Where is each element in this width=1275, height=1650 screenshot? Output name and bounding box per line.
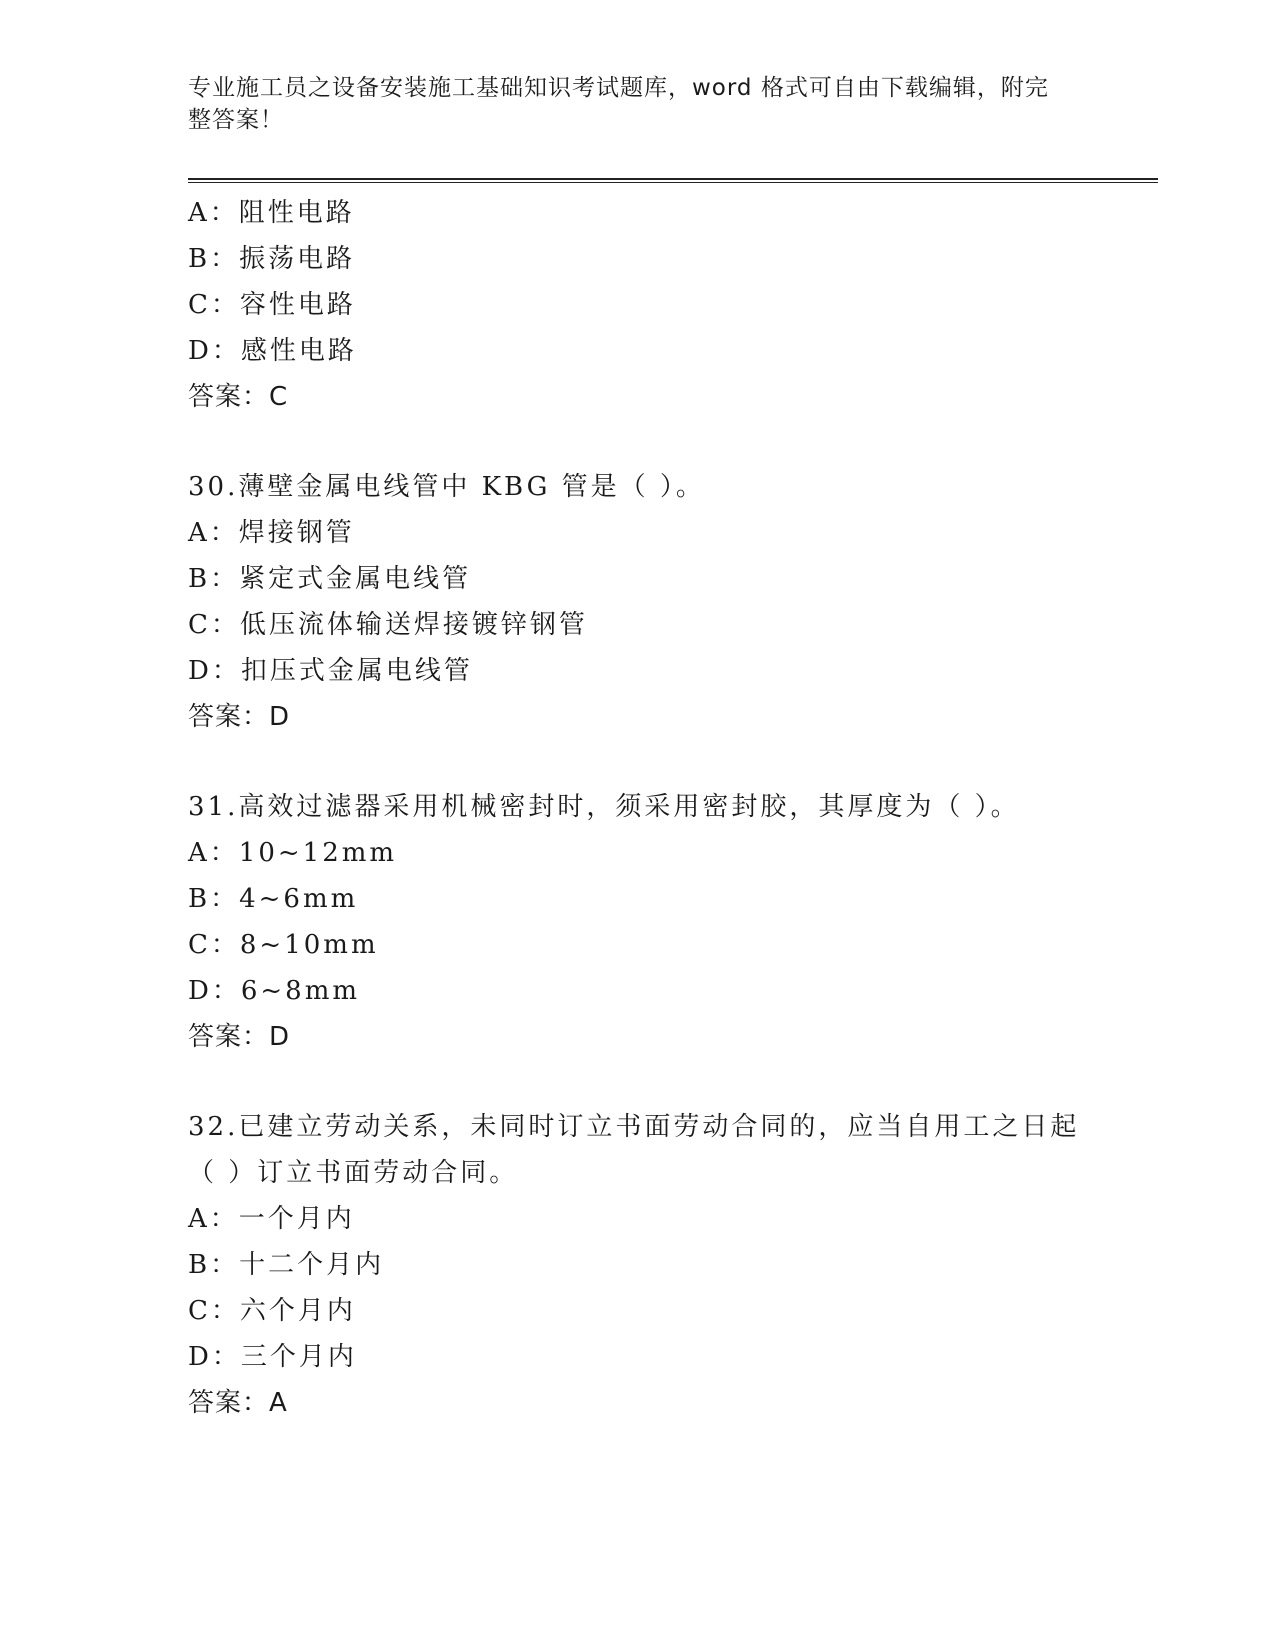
q32-option-c: C：六个月内: [188, 1296, 356, 1326]
question-body: [188, 190, 1138, 1426]
header-line-1: 专业施工员之设备安装施工基础知识考试题库，word 格式可自由下载编辑，附完: [188, 75, 1049, 101]
q30-question: 30.薄壁金属电线管中 KBG 管是（ ）。: [188, 472, 705, 502]
q29-option-a: A：阻性电路: [188, 198, 355, 228]
document-header: [188, 72, 1088, 136]
q31-option-a: A：10~12mm: [188, 838, 398, 868]
q31-question: 31.高效过滤器采用机械密封时，须采用密封胶，其厚度为（ ）。: [188, 792, 1020, 822]
q29-option-b: B：振荡电路: [188, 244, 356, 274]
q32-option-b: B：十二个月内: [188, 1250, 385, 1280]
q32-option-a: A：一个月内: [188, 1204, 355, 1234]
q29-answer: 答案：C: [188, 382, 289, 412]
q30-option-d: D：扣压式金属电线管: [188, 656, 473, 686]
q32-question-line-1: 32.已建立劳动关系，未同时订立书面劳动合同的，应当自用工之日起: [188, 1112, 1080, 1142]
header-rule-thick: [188, 178, 1158, 180]
header-rule-thin: [188, 182, 1158, 183]
q31-option-d: D：6~8mm: [188, 976, 361, 1006]
q30-option-b: B：紧定式金属电线管: [188, 564, 472, 594]
q29-option-c: C：容性电路: [188, 290, 356, 320]
q31-option-c: C：8~10mm: [188, 930, 379, 960]
q32-question-line-2: （ ）订立书面劳动合同。: [188, 1158, 519, 1188]
q30-answer: 答案：D: [188, 702, 291, 732]
q31-option-b: B：4~6mm: [188, 884, 359, 914]
q30-option-a: A：焊接钢管: [188, 518, 355, 548]
q29-option-d: D：感性电路: [188, 336, 357, 366]
header-line-2: 整答案！: [188, 107, 284, 133]
q32-option-d: D：三个月内: [188, 1342, 357, 1372]
q30-option-c: C：低压流体输送焊接镀锌钢管: [188, 610, 588, 640]
q32-answer: 答案：A: [188, 1388, 288, 1418]
q31-answer: 答案：D: [188, 1022, 291, 1052]
